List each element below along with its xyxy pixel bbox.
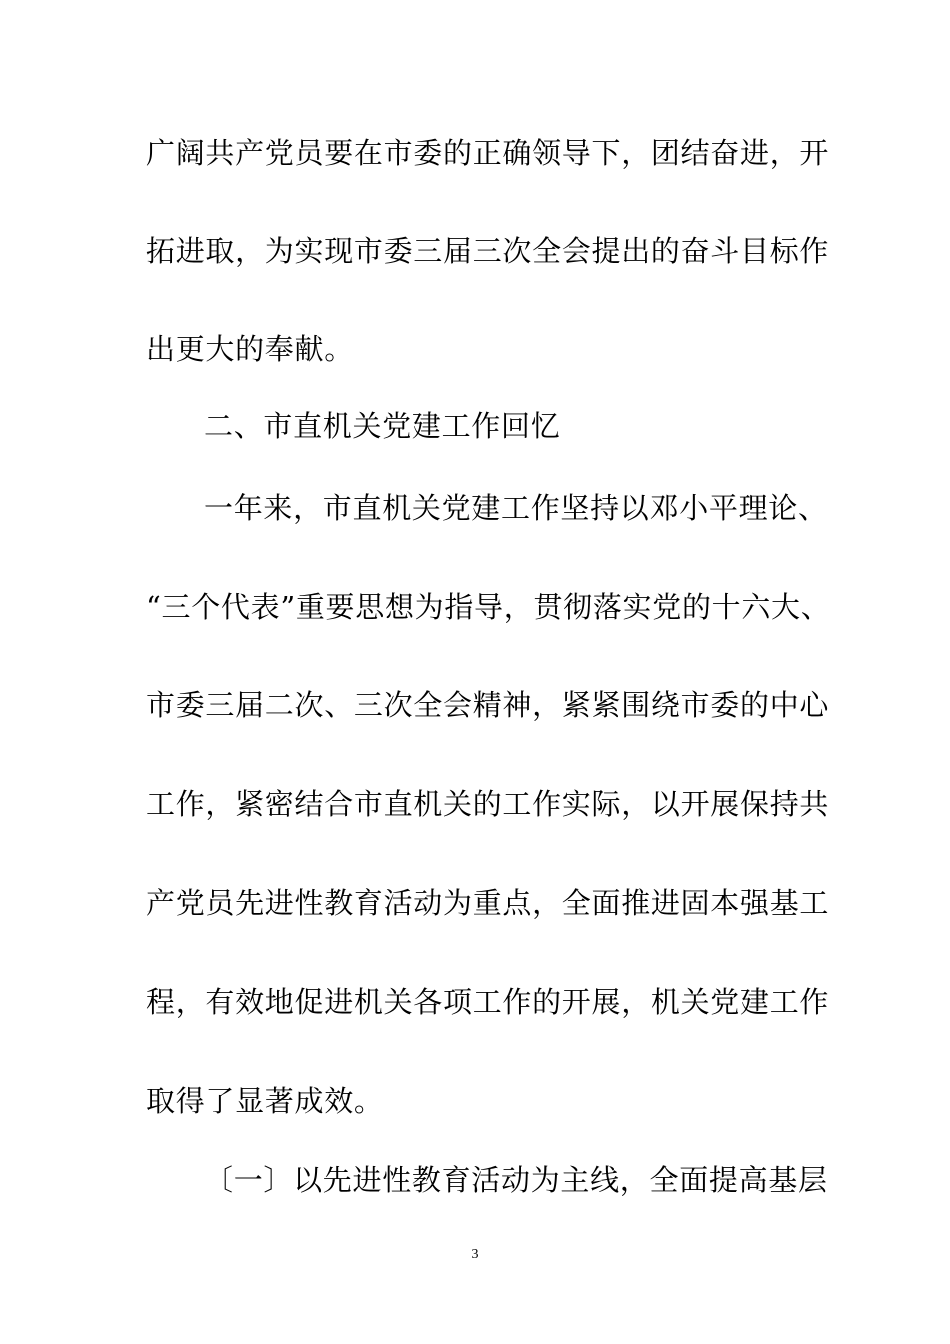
page-number: 3 <box>471 1247 479 1262</box>
paragraph-line: 产党员先进性教育活动为重点，全面推进固本强基工 <box>146 886 830 920</box>
paragraph-line: 出更大的奉献。 <box>146 332 354 366</box>
section-heading: 二、市直机关党建工作回忆 <box>204 409 561 443</box>
paragraph-line: “三个代表”重要思想为指导，贯彻落实党的十六大、 <box>146 590 831 624</box>
paragraph-line: 程，有效地促进机关各项工作的开展，机关党建工作 <box>146 985 830 1019</box>
paragraph-line: 取得了显著成效。 <box>146 1084 384 1118</box>
paragraph-line: 一年来，市直机关党建工作坚持以邓小平理论、 <box>204 491 828 525</box>
paragraph-line: 市委三届二次、三次全会精神，紧紧围绕市委的中心 <box>146 688 830 722</box>
paragraph-line: 工作，紧密结合市直机关的工作实际，以开展保持共 <box>146 787 830 821</box>
subsection-heading: 〔一〕以先进性教育活动为主线，全面提高基层 <box>204 1163 828 1197</box>
paragraph-line: 拓进取，为实现市委三届三次全会提出的奋斗目标作 <box>146 234 830 268</box>
paragraph-line: 广阔共产党员要在市委的正确领导下，团结奋进，开 <box>146 136 830 170</box>
